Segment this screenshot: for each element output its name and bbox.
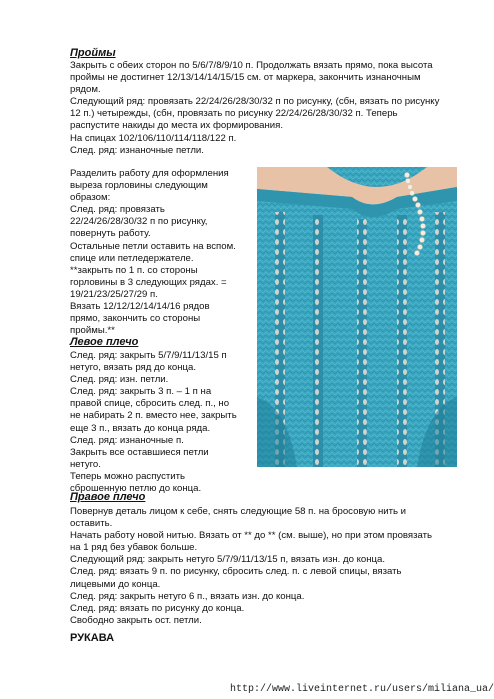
text-line: Вязать 12/12/12/14/14/16 рядов [70, 301, 210, 313]
text-line: След. ряд: провязать [70, 204, 165, 216]
sweater-photo [257, 167, 457, 467]
text-line: След. ряд: закрыть нетуго 6 п., вязать изн. до конца. [70, 590, 305, 602]
left-shoulder-text [70, 350, 237, 495]
text-line: еще 3 п., вязать до конца ряда. [70, 422, 211, 434]
text-line: Закрыть все оставшиеся петли [70, 446, 209, 458]
text-line: Разделить работу для оформления [70, 168, 229, 179]
text-line: След. ряд: вязать по рисунку до конца. [70, 602, 245, 614]
sweater-illustration [257, 167, 457, 467]
text-line: Следующий ряд: провязать 22/24/26/28/30/32 п по рисунку, (сбн, вязать по рисунку [70, 96, 440, 108]
watermark-url: http://www.liveinternet.ru/users/miliana_ua/ [230, 684, 494, 695]
text-line: След. ряд: закрыть 3 п. – 1 п на [70, 386, 212, 398]
text-line: спице или петледержателе. [70, 252, 194, 264]
text-line: распустите накиды до места их формирования. [70, 120, 284, 132]
text-line: выреза горловины следующим [70, 180, 208, 192]
text-line: На спицах 102/106/110/114/118/122 п. [70, 132, 237, 144]
text-line: проймы не достигнет 12/13/14/14/15/15 см. от маркера, закончить изнаночным [70, 72, 421, 84]
text-line: не набирать 2 п. вместо нее, закрыть [70, 410, 237, 422]
text-line: лицевыми до конца. [70, 578, 161, 590]
text-line: проймы.** [70, 325, 115, 337]
text-line: рядом. [70, 84, 101, 96]
left-shoulder-heading: Левое плечо [70, 336, 139, 348]
lace-column [357, 219, 367, 467]
text-line: правой спице, сбросить след. п., но [70, 398, 230, 410]
right-shoulder-heading: Правое плечо [70, 491, 146, 503]
text-line: Теперь можно распустить [70, 470, 186, 482]
text-line: горловины в 3 следующих рядах. = [70, 276, 227, 288]
text-line: Повернув деталь лицом к себе, снять следующие 58 п. на бросовую нить и [70, 506, 407, 517]
right-shoulder-text [70, 506, 432, 627]
lace-column [313, 215, 323, 467]
text-line: Закрыть с обеих сторон по 5/6/7/8/9/10 п. Продолжать вязать прямо, пока высота [70, 60, 433, 71]
text-line: прямо, закончить со стороны [70, 313, 201, 325]
text-line: Начать работу новой нитью. Вязать от ** до ** (см. выше), но при этом провязать [70, 530, 433, 542]
armholes-heading: Проймы [70, 47, 116, 59]
text-line: оставить. [70, 518, 113, 530]
text-line: След. ряд: изн. петли. [70, 374, 169, 386]
lace-column [397, 215, 407, 467]
text-line: на 1 ряд без убавок больше. [70, 542, 198, 554]
text-line: 22/24/26/28/30/32 п по рисунку, [70, 216, 208, 228]
text-line: сброшенную петлю до конца. [70, 483, 202, 495]
text-line: След. ряд: вязать 9 п. по рисунку, сбросить след. п. с левой спицы, вязать [70, 566, 402, 578]
text-line: Следующий ряд: закрыть нетуго 5/7/9/11/13/15 п, вязать изн. до конца. [70, 554, 386, 566]
armholes-text [70, 60, 439, 157]
sleeves-heading: РУКАВА [70, 632, 115, 644]
text-line: Остальные петли оставить на вспом. [70, 240, 236, 252]
text-line: След. ряд: изнаночные петли. [70, 144, 204, 156]
text-line: нетуго. [70, 458, 101, 470]
text-line: нетуго, вязать ряд до конца. [70, 362, 197, 374]
text-line: След. ряд: закрыть 5/7/9/11/13/15 п [70, 350, 227, 361]
text-line: повернуть работу. [70, 228, 151, 240]
text-line: След. ряд: изнаночные п. [70, 434, 184, 446]
text-line: образом: [70, 192, 111, 204]
text-line: 12 п.) четырежды, (сбн, провязать по рисунку 22/24/26/28/30/32 п. Теперь [70, 108, 398, 120]
neckline-text [70, 168, 236, 337]
text-line: **закрыть по 1 п. со стороны [70, 264, 198, 276]
text-line: 19/21/23/25/27/29 п. [70, 288, 158, 300]
text-line: Свободно закрыть ост. петли. [70, 614, 202, 626]
